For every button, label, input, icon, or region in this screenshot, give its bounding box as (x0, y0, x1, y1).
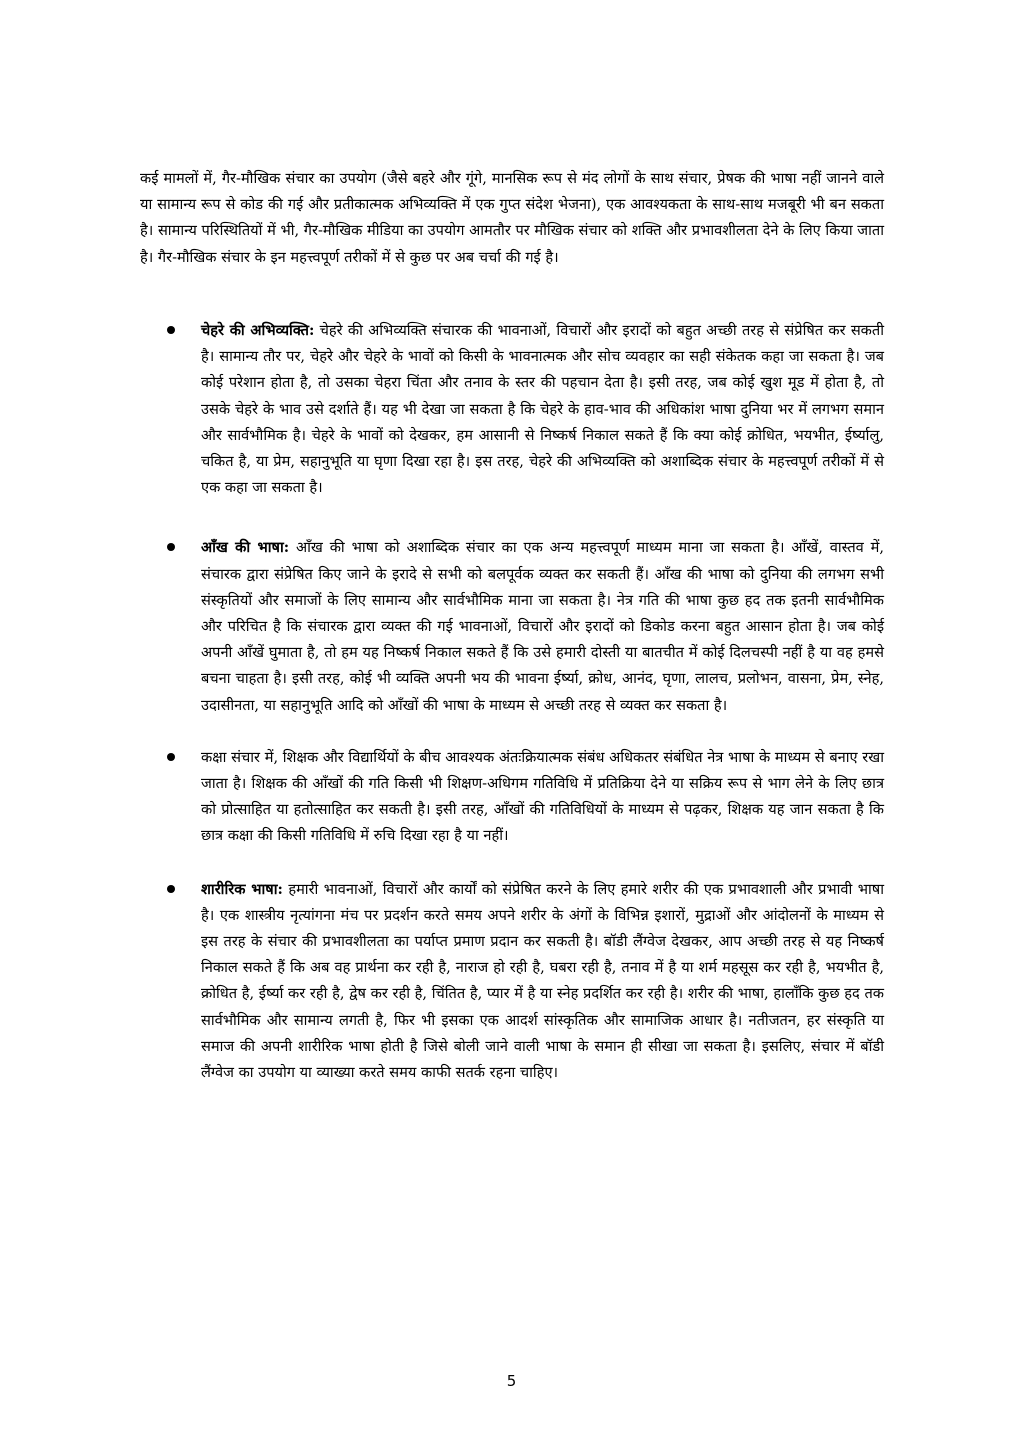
intro-paragraph: कई मामलों में, गैर-मौखिक संचार का उपयोग (जैसे बहरे और गूंगे, मानसिक रूप से मंद लोगों के साथ संचार, प्रेषक की भाषा नहीं जानने वाले या सामान्य रूप से कोड की गई और प्रतीकात्मक अभिव्यक्ति में एक गुप्त संदेश भेजना), एक आवश्यकता के साथ-साथ मजबूरी भी बन सकता है। सामान्य परिस्थितियों में भी, गैर-मौखिक मीडिया का उपयोग आमतौर पर मौखिक संचार को शक्ति और प्रभावशीलता देने के लिए किया जाता है। गैर-मौखिक संचार के इन महत्त्वपूर्ण तरीकों में से कुछ पर अब चर्चा की गई है। (140, 170, 884, 266)
bullet-icon (167, 543, 175, 551)
bullet-icon (167, 326, 175, 334)
bullet-item-facial-expression (140, 318, 884, 501)
bullet-icon (167, 753, 175, 761)
bullet-icon (167, 885, 175, 893)
bullet-text: कक्षा संचार में, शिक्षक और विद्यार्थियों के बीच आवश्यक अंतःक्रियात्मक संबंध अधिकतर संबंधित नेत्र भाषा के माध्यम से बनाए रखा जाता है। शिक्षक की आँखों की गति किसी भी शिक्षण-अधिगम गतिविधि में प्रतिक्रिया देने या सक्रिय रूप से भाग लेने के लिए छात्र को प्रोत्साहित या हतोत्साहित कर सकती है। इसी तरह, आँखों की गतिविधियों के माध्यम से पढ़कर, शिक्षक यह जान सकता है कि छात्र कक्षा की किसी गतिविधि में रुचि दिखा रहा है या नहीं। (201, 748, 884, 845)
bullet-text: हमारी भावनाओं, विचारों और कार्यों को संप्रेषित करने के लिए हमारे शरीर की एक प्रभावशाली और प्रभावी भाषा है। एक शास्त्रीय नृत्यांगना मंच पर प्रदर्शन करते समय अपने शरीर के अंगों के विभिन्न इशारों, मुद्राओं और आंदोलनों के माध्यम से इस तरह के संचार की प्रभावशीलता का पर्याप्त प्रमाण प्रदान कर सकती है। बॉडी लैंग्वेज देखकर, आप अच्छी तरह से यह निष्कर्ष निकाल सकते हैं कि अब वह प्रार्थना कर रही है, नाराज हो रही है, घबरा रही है, तनाव में है या शर्म महसूस कर रही है, भयभीत है, क्रोधित है, ईर्ष्या कर रही है, द्वेष कर रही है, चिंतित है, प्यार में है या स्नेह प्रदर्शित कर रही है। शरीर की भाषा, हालाँकि कुछ हद तक सार्वभौमिक और सामान्य लगती है, फिर भी इसका एक आदर्श सांस्कृतिक और सामाजिक आधार है। नतीजतन, हर संस्कृति या समाज की अपनी शारीरिक भाषा होती है जिसे बोली जाने वाली भाषा के समान ही सीखा जा सकता है। इसलिए, संचार में बॉडी लैंग्वेज का उपयोग या व्याख्या करते समय काफी सतर्क रहना चाहिए। (201, 880, 884, 1082)
bullet-text: आँख की भाषा को अशाब्दिक संचार का एक अन्य महत्त्वपूर्ण माध्यम माना जा सकता है। आँखें, वास्तव में, संचारक द्वारा संप्रेषित किए जाने के इरादे से सभी को बलपूर्वक व्यक्त कर सकती हैं। आँख की भाषा को दुनिया की लगभग सभी संस्कृतियों और समाजों के लिए सामान्य और सार्वभौमिक माना जा सकता है। नेत्र गति की भाषा कुछ हद तक इतनी सार्वभौमिक और परिचित है कि संचारक द्वारा व्यक्त की गई भावनाओं, विचारों और इरादों को डिकोड करना बहुत आसान होता है। जब कोई अपनी आँखें घुमाता है, तो हम यह निष्कर्ष निकाल सकते हैं कि उसे हमारी दोस्ती या बातचीत में कोई दिलचस्पी नहीं है या वह हमसे बचना चाहता है। इसी तरह, कोई भी व्यक्ति अपनी भय की भावना ईर्ष्या, क्रोध, आनंद, घृणा, लालच, प्रलोभन, वासना, प्रेम, स्नेह, उदासीनता, या सहानुभूति आदि को आँखों की भाषा के माध्यम से अच्छी तरह से व्यक्त कर सकता है। (201, 539, 884, 714)
bullet-term: चेहरे की अभिव्यक्ति: (201, 322, 315, 339)
bullet-item-body-language (140, 877, 884, 1087)
bullet-list (140, 318, 884, 1086)
bullet-term: आँख की भाषा: (201, 539, 290, 557)
bullet-term: शारीरिक भाषा: (201, 880, 283, 898)
bullet-text: चेहरे की अभिव्यक्ति संचारक की भावनाओं, विचारों और इरादों को बहुत अच्छी तरह से संप्रेषित कर सकती है। सामान्य तौर पर, चेहरे और चेहरे के भावों को किसी के भावनात्मक और सोच व्यवहार का सही संकेतक कहा जा सकता है। जब कोई परेशान होता है, तो उसका चेहरा चिंता और तनाव के स्तर की पहचान देता है। इसी तरह, जब कोई खुश मूड में होता है, तो उसके चेहरे के भाव उसे दर्शाते हैं। यह भी देखा जा सकता है कि चेहरे के हाव-भाव की अधिकांश भाषा दुनिया भर में लगभग समान और सार्वभौमिक है। चेहरे के भावों को देखकर, हम आसानी से निष्कर्ष निकाल सकते हैं कि क्या कोई क्रोधित, भयभीत, ईर्ष्यालु, चकित है, या प्रेम, सहानुभूति या घृणा दिखा रहा है। इस तरह, चेहरे की अभिव्यक्ति को अशाब्दिक संचार के महत्त्वपूर्ण तरीकों में से एक कहा जा सकता है। (201, 322, 884, 497)
page-number: 5 (506, 1372, 517, 1390)
bullet-item-classroom-communication (140, 745, 884, 850)
bullet-item-eye-language (140, 535, 884, 718)
